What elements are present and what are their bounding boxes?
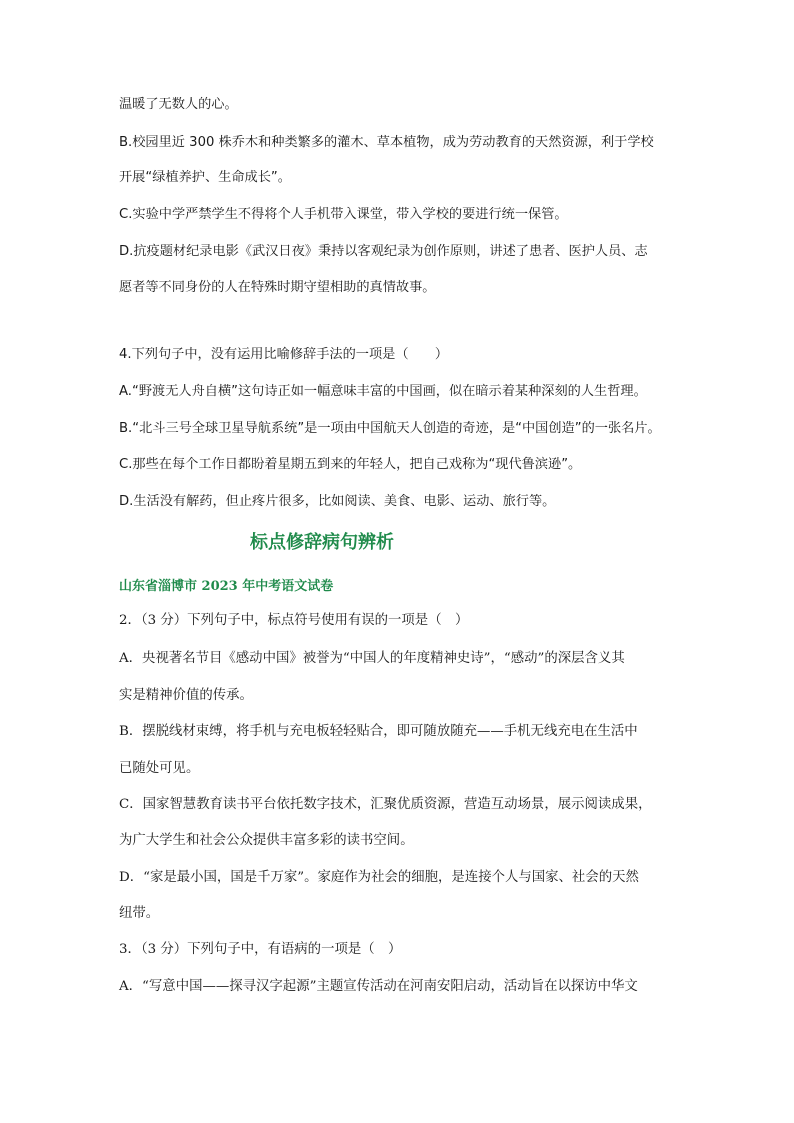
text-line: 开展“绿植养护、生命成长”。 — [119, 170, 291, 185]
question-2-stem: 2．（3 分）下列句子中，标点符号使用有误的一项是（ ） — [119, 613, 469, 628]
question-2-option-a: A．央视著名节目《感动中国》被誉为“中国人的年度精神史诗”，“感动”的深层含义其 — [119, 651, 625, 666]
exam-source-title: 山东省淄博市 2023 年中考语文试卷 — [119, 579, 334, 594]
section-heading: 标点修辞病句辨析 — [250, 532, 394, 553]
text-line: C.实验中学严禁学生不得将个人手机带入课堂，带入学校的要进行统一保管。 — [119, 207, 568, 222]
question-3-stem: 3．（3 分）下列句子中，有语病的一项是（ ） — [119, 942, 402, 957]
question-4-stem: 4.下列句子中，没有运用比喻修辞手法的一项是（ ） — [119, 347, 449, 362]
question-4-option-a: A.“野渡无人舟自横”这句诗正如一幅意味丰富的中国画，似在暗示着某种深刻的人生哲理。 — [119, 384, 647, 399]
question-2-option-b: B．摆脱线材束缚，将手机与充电板轻轻贴合，即可随放随充——手机无线充电在生活中 — [119, 724, 638, 739]
text-line: D.抗疫题材纪录电影《武汉日夜》秉持以客观纪录为创作原则，讲述了患者、医护人员、志 — [119, 244, 648, 259]
question-2-option-a-cont: 实是精神价值的传承。 — [119, 688, 253, 703]
text-line: 愿者等不同身份的人在特殊时期守望相助的真情故事。 — [119, 280, 436, 295]
text-line: B.校园里近 300 株乔木和种类繁多的灌木、草本植物，成为劳动教育的天然资源，利于学校 — [119, 135, 654, 150]
question-2-option-d: D．“家是最小国，国是千万家”。家庭作为社会的细胞，是连接个人与国家、社会的天然 — [119, 870, 639, 885]
question-4-option-c: C.那些在每个工作日都盼着星期五到来的年轻人，把自己戏称为“现代鲁滨逊”。 — [119, 457, 582, 472]
question-4-option-d: D.生活没有解药，但止疼片很多，比如阅读、美食、电影、运动、旅行等。 — [119, 494, 556, 509]
question-2-option-b-cont: 已随处可见。 — [119, 761, 200, 776]
question-2-option-c: C．国家智慧教育读书平台依托数字技术，汇聚优质资源，营造互动场景，展示阅读成果， — [119, 797, 652, 812]
question-4-option-b: B.“北斗三号全球卫星导航系统”是一项由中国航天人创造的奇迹，是“中国创造”的一张名片。 — [119, 421, 661, 436]
text-line: 温暖了无数人的心。 — [119, 97, 238, 112]
question-2-option-c-cont: 为广大学生和社会公众提供丰富多彩的读书空间。 — [119, 833, 414, 848]
question-2-option-d-cont: 纽带。 — [119, 906, 160, 921]
question-3-option-a: A．“写意中国——探寻汉字起源”主题宣传活动在河南安阳启动，活动旨在以探访中华文 — [119, 979, 638, 994]
